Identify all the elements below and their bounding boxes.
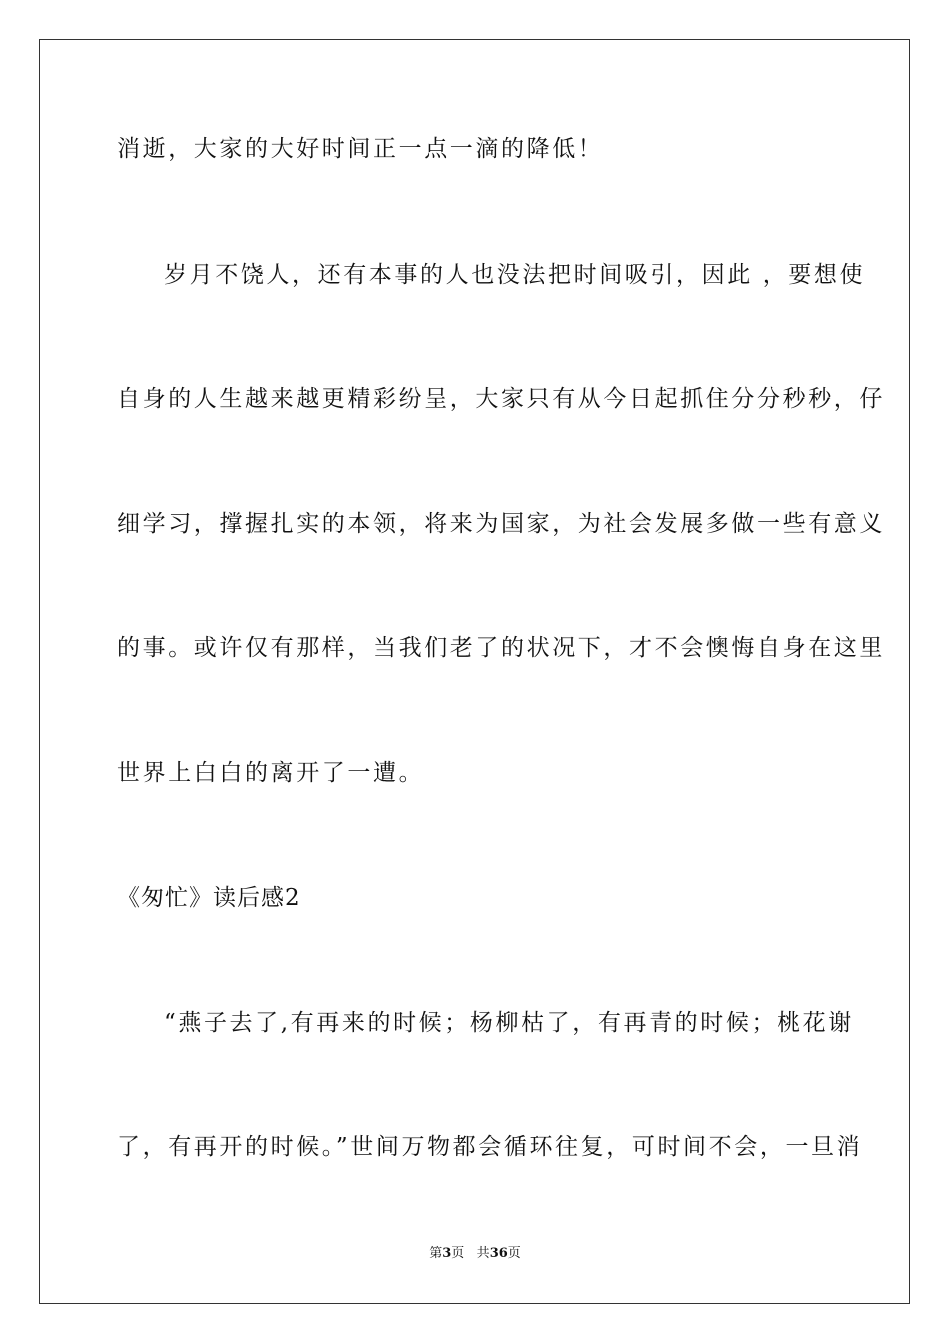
paragraph-line: 的事。或许仅有那样，当我们老了的状况下，才不会懊悔自身在这里 — [117, 635, 885, 661]
paragraph-line: “燕子去了,有再来的时候；杨柳枯了，有再青的时候；桃花谢 — [164, 1010, 854, 1036]
page-unit: 页 — [451, 1246, 465, 1261]
page-border — [39, 39, 910, 1304]
total-page-count: 36 — [489, 1246, 508, 1261]
paragraph-line: 岁月不饶人，还有本事的人也没法把时间吸引，因此 ，要想使 — [164, 262, 866, 288]
total-prefix: 共 — [476, 1246, 490, 1261]
page-prefix: 第 — [429, 1246, 443, 1261]
paragraph-line: 自身的人生越来越更精彩纷呈，大家只有从今日起抓住分分秒秒，仔 — [117, 386, 885, 412]
total-unit: 页 — [507, 1246, 521, 1261]
paragraph-line: 世界上白白的离开了一遭。 — [117, 760, 425, 786]
section-heading: 《匆忙》读后感2 — [117, 885, 301, 911]
current-page-number: 3 — [442, 1246, 452, 1261]
page-footer — [0, 1245, 950, 1263]
paragraph-line: 了，有再开的时候。”世间万物都会循环往复，可时间不会，一旦消 — [117, 1134, 863, 1160]
paragraph-line: 细学习，撑握扎实的本领，将来为国家，为社会发展多做一些有意义 — [117, 511, 885, 537]
paragraph-line: 消逝，大家的大好时间正一点一滴的降低！ — [117, 136, 604, 162]
